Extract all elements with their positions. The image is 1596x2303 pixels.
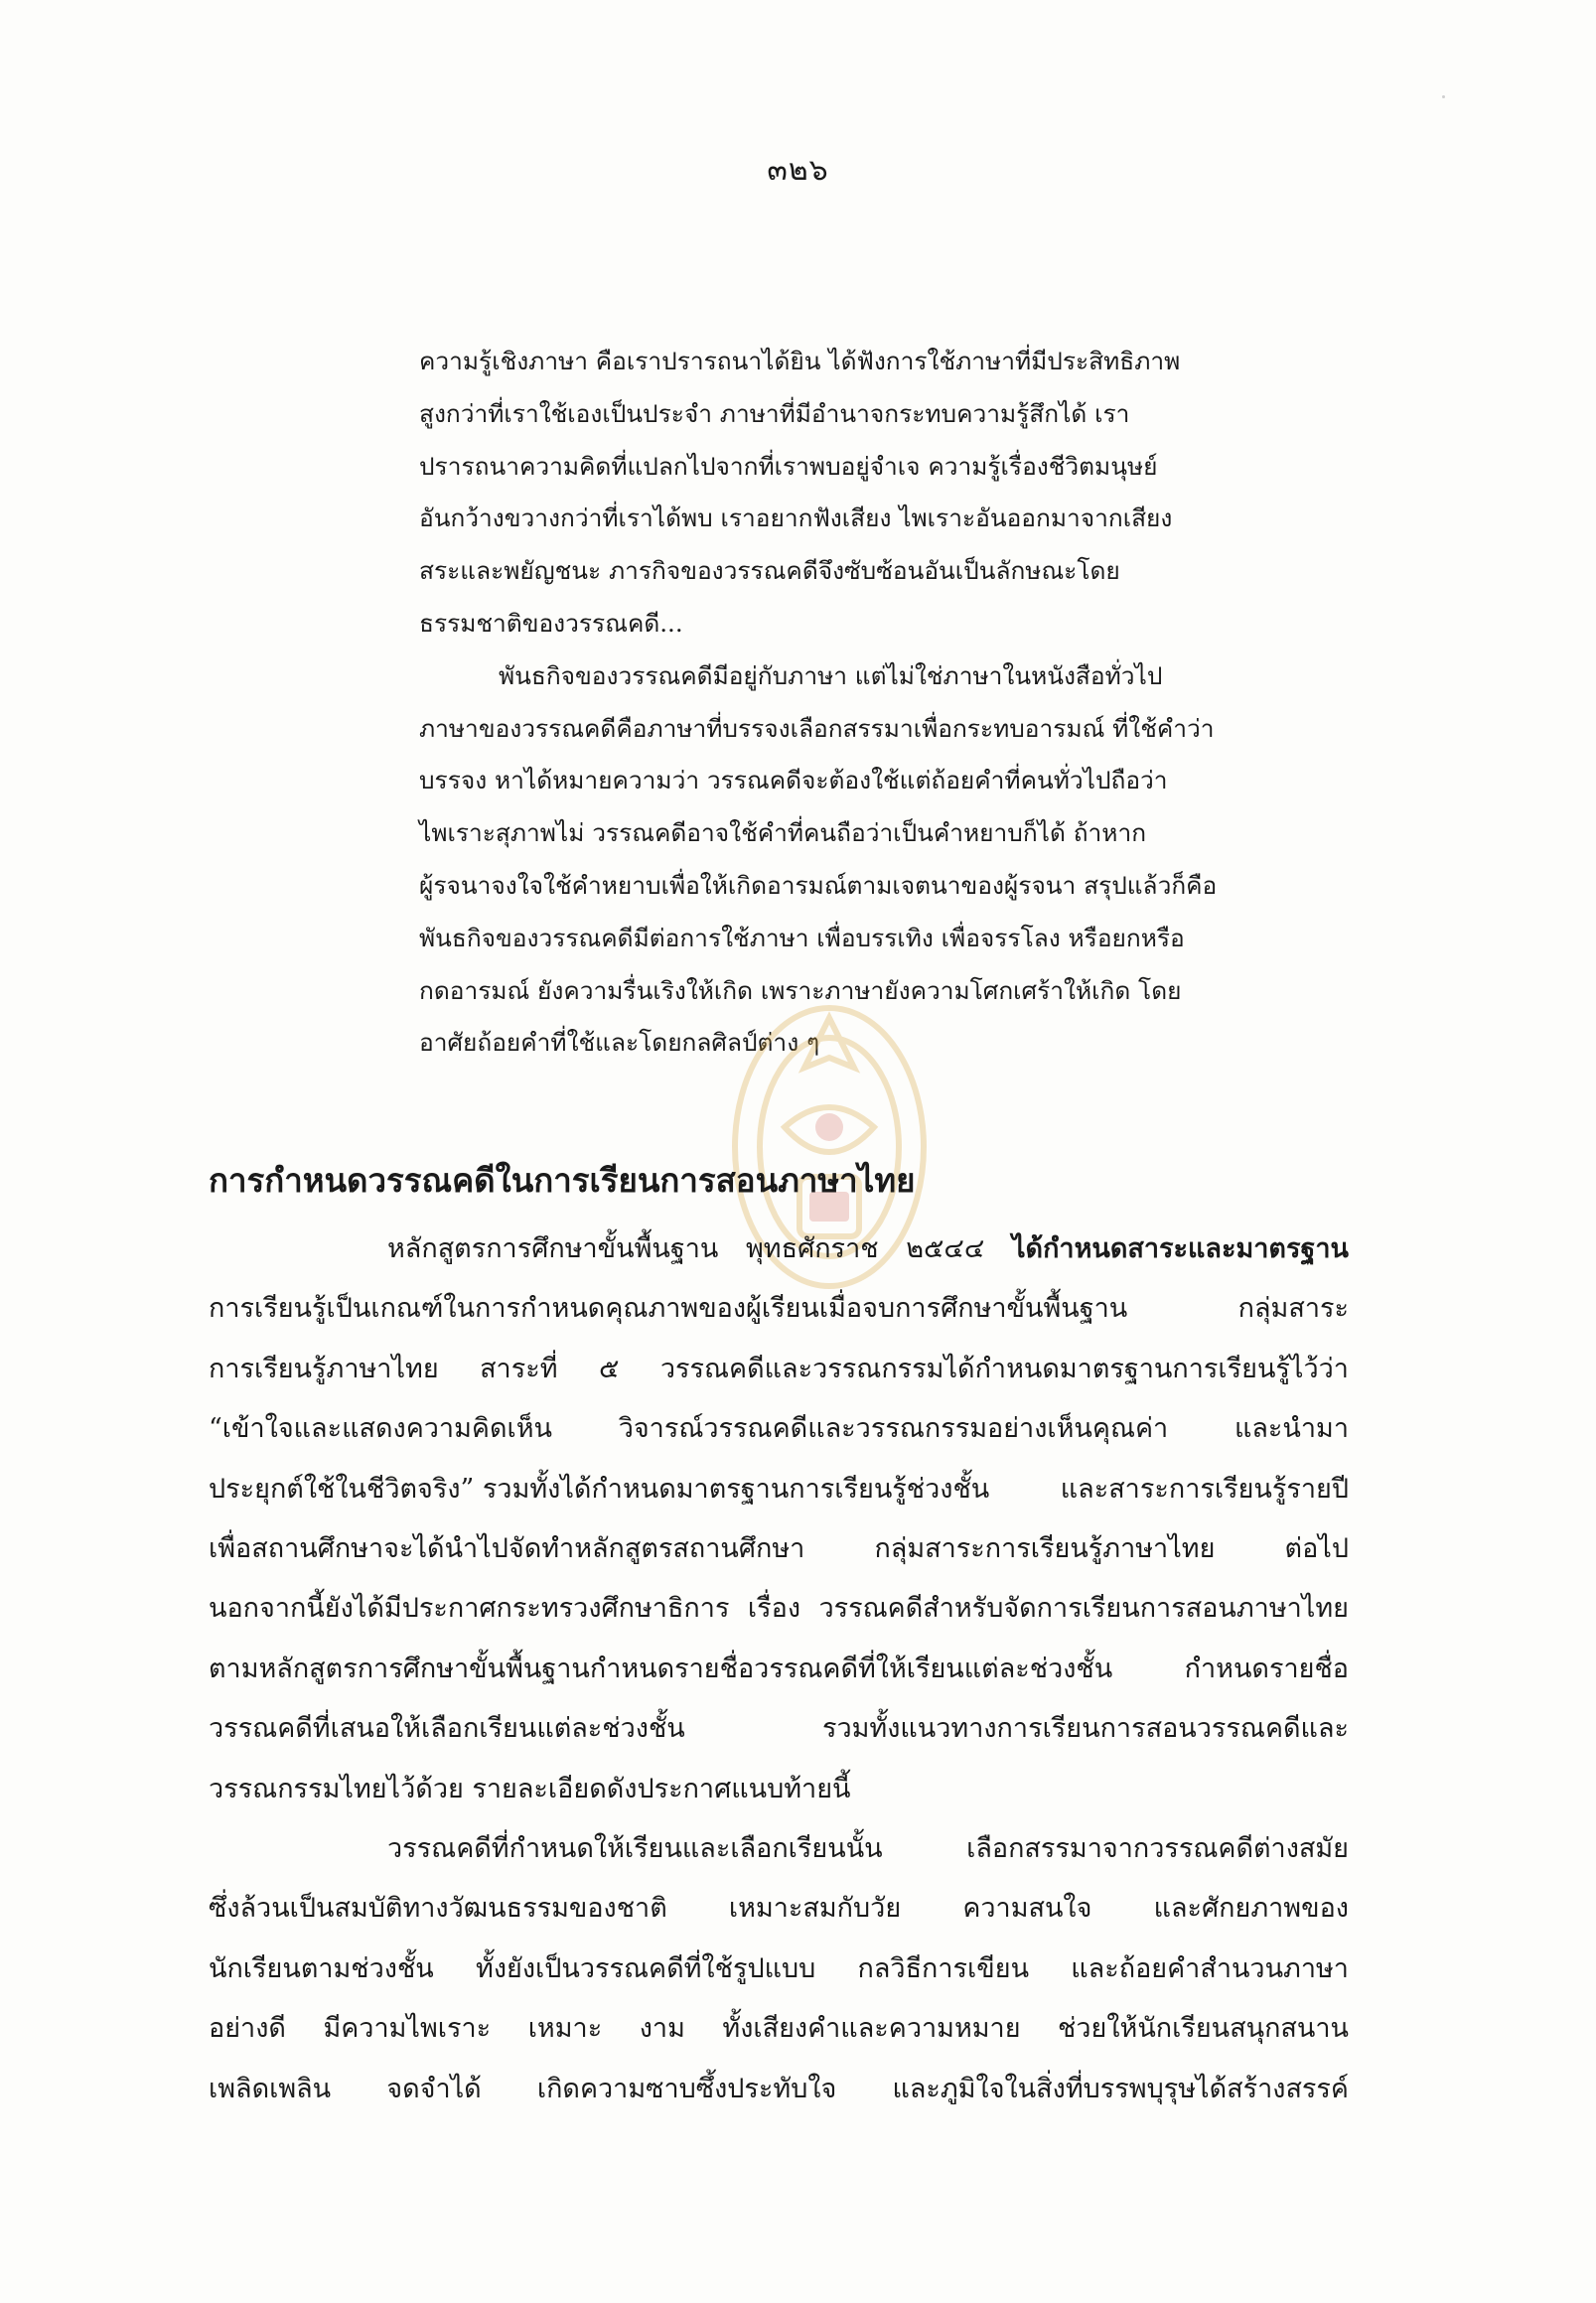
text-segment: กำหนดรายชื่อ <box>1184 1653 1349 1684</box>
text-segment: หลักสูตรการศึกษาขั้นพื้นฐาน <box>387 1233 719 1264</box>
quote-line: ไพเราะสุภาพไม่ วรรณคดีอาจใช้คำที่คนถือว่าเป็นคำหยาบก็ได้ ถ้าหาก <box>419 818 1147 848</box>
text-segment: กลวิธีการเขียน <box>857 1952 1030 1984</box>
paragraph-line <box>209 1699 1349 1759</box>
text-segment: วรรณคดีที่กำหนดให้เรียนและเลือกเรียนนั้น <box>387 1833 883 1865</box>
quote-line: ธรรมชาติของวรรณคดี... <box>419 608 683 638</box>
text-segment: และภูมิใจในสิ่งที่บรรพบุรุษได้สร้างสรรค์ <box>892 2073 1349 2104</box>
text-segment: “เข้าใจและแสดงความคิดเห็น <box>209 1413 552 1445</box>
text-segment: เรื่อง <box>747 1593 801 1625</box>
text-segment: ช่วยให้นักเรียนสนุกสนาน <box>1058 2013 1349 2045</box>
text-segment: และนำมา <box>1233 1413 1349 1445</box>
text-segment: เหมาะสมกับวัย <box>728 1893 902 1925</box>
quote-line: ผู้รจนาจงใจใช้คำหยาบเพื่อให้เกิดอารมณ์ตามเจตนาของผู้รจนา สรุปแล้วก็คือ <box>419 870 1218 900</box>
text-segment: เพื่อสถานศึกษาจะได้นำไปจัดทำหลักสูตรสถานศึกษา <box>209 1533 805 1565</box>
text-segment: ต่อไป <box>1284 1533 1349 1565</box>
text-segment: ประยุกต์ใช้ในชีวิตจริง” รวมทั้งได้กำหนดมาตรฐานการเรียนรู้ช่วงชั้น <box>209 1473 990 1505</box>
text-segment: เพลิดเพลิน <box>209 2073 332 2104</box>
text-segment: อย่างดี <box>209 2013 286 2045</box>
text-segment: นอกจากนี้ยังได้มีประกาศกระทรวงศึกษาธิการ <box>209 1593 730 1625</box>
text-segment: ทั้งเสียงคำและความหมาย <box>722 2013 1021 2045</box>
quote-line: กดอารมณ์ ยังความรื่นเริงให้เกิด เพราะภาษายังความโศกเศร้าให้เกิด โดย <box>419 975 1182 1005</box>
text-segment: วรรณคดีสำหรับจัดการเรียนการสอนภาษาไทย <box>818 1593 1349 1625</box>
quote-line: ภาษาของวรรณคดีคือภาษาที่บรรจงเลือกสรรมาเพื่อกระทบอารมณ์ ที่ใช้คำว่า <box>419 713 1215 743</box>
quote-line: พันธกิจของวรรณคดีมีอยู่กับภาษา แต่ไม่ใช่ภาษาในหนังสือทั่วไป <box>499 660 1163 690</box>
quote-line: สูงกว่าที่เราใช้เองเป็นประจำ ภาษาที่มีอำนาจกระทบความรู้สึกได้ เรา <box>419 398 1130 428</box>
text-segment: สาระที่ <box>480 1353 558 1384</box>
text-segment: วรรณคดีและวรรณกรรมได้กำหนดมาตรฐานการเรียนรู้ไว้ว่า <box>659 1353 1349 1384</box>
paragraph-line <box>209 1879 1349 1939</box>
text-segment: มีความไพเราะ <box>323 2013 492 2045</box>
text-segment: ซึ่งล้วนเป็นสมบัติทางวัฒนธรรมของชาติ <box>209 1893 667 1925</box>
quote-line: อาศัยถ้อยคำที่ใช้และโดยกลศิลป์ต่าง ๆ <box>419 1028 820 1058</box>
paragraph-line <box>209 1279 1349 1339</box>
paragraph-line <box>209 1399 1349 1459</box>
text-segment: วิจารณ์วรรณคดีและวรรณกรรมอย่างเห็นคุณค่า <box>618 1413 1169 1445</box>
text-segment: ทั้งยังเป็นวรรณคดีที่ใช้รูปแบบ <box>476 1952 816 1984</box>
text-segment: ความสนใจ <box>962 1893 1092 1925</box>
text-segment: รวมทั้งแนวทางการเรียนการสอนวรรณคดีและ <box>821 1713 1349 1745</box>
text-segment: ๕ <box>598 1353 620 1384</box>
paragraph-line <box>209 1760 1349 1819</box>
text-segment: งาม <box>639 2013 685 2045</box>
text-segment: และถ้อยคำสำนวนภาษา <box>1071 1952 1349 1984</box>
text-segment: และสาระการเรียนรู้รายปี <box>1060 1473 1349 1505</box>
quote-line: ปรารถนาความคิดที่แปลกไปจากที่เราพบอยู่จำเจ ความรู้เรื่องชีวิตมนุษย์ <box>419 451 1158 481</box>
paragraph-line <box>209 1519 1349 1579</box>
paragraph-line <box>209 1999 1349 2059</box>
page-number: ๓๒๖ <box>767 153 829 188</box>
paragraph-line <box>209 1460 1349 1519</box>
text-segment: นักเรียนตามช่วงชั้น <box>209 1952 434 1984</box>
paragraph-line <box>209 1819 1349 1879</box>
quote-line: สระและพยัญชนะ ภารกิจของวรรณคดีจึงซับซ้อนอันเป็นลักษณะโดย <box>419 556 1120 586</box>
text-segment: การเรียนรู้เป็นเกณฑ์ในการกำหนดคุณภาพของผู้เรียนเมื่อจบการศึกษาขั้นพื้นฐาน <box>209 1293 1128 1325</box>
text-segment: กลุ่มสาระการเรียนรู้ภาษาไทย <box>874 1533 1216 1565</box>
paragraph-line <box>209 1940 1349 1999</box>
scan-speck <box>1442 95 1445 98</box>
text-segment: และศักยภาพของ <box>1153 1893 1349 1925</box>
paragraph-line <box>209 1220 1349 1279</box>
text-segment: เหมาะ <box>527 2013 603 2045</box>
quote-line: อันกว้างขวางกว่าที่เราได้พบ เราอยากฟังเสียง ไพเราะอันออกมาจากเสียง <box>419 504 1173 533</box>
text-segment: กลุ่มสาระ <box>1237 1293 1349 1325</box>
quote-line: ความรู้เชิงภาษา คือเราปรารถนาได้ยิน ได้ฟังการใช้ภาษาที่มีประสิทธิภาพ <box>419 347 1181 375</box>
text-segment: พุทธศักราช <box>746 1233 879 1264</box>
text-segment: เลือกสรรมาจากวรรณคดีต่างสมัย <box>966 1833 1349 1865</box>
text-segment: วรรณคดีที่เสนอให้เลือกเรียนแต่ละช่วงชั้น <box>209 1713 685 1745</box>
paragraph-line <box>209 1340 1349 1399</box>
paragraph-line <box>209 2060 1349 2119</box>
text-segment: ตามหลักสูตรการศึกษาขั้นพื้นฐานกำหนดรายชื่อวรรณคดีที่ให้เรียนแต่ละช่วงชั้น <box>209 1653 1113 1684</box>
text-segment: การเรียนรู้ภาษาไทย <box>209 1353 439 1384</box>
block-quote <box>419 336 1233 1070</box>
text-segment: ๒๕๔๔ <box>906 1233 985 1264</box>
quote-line: บรรจง หาได้หมายความว่า วรรณคดีจะต้องใช้แต่ถ้อยคำที่คนทั่วไปถือว่า <box>419 766 1168 795</box>
text-segment: จดจำได้ <box>386 2073 482 2104</box>
paragraph-line <box>209 1640 1349 1699</box>
text-segment: ได้กำหนดสาระและมาตรฐาน <box>1011 1233 1349 1264</box>
section-heading: การกำหนดวรรณคดีในการเรียนการสอนภาษาไทย <box>209 1161 916 1200</box>
body-text <box>209 1220 1349 2119</box>
paragraph-line <box>209 1579 1349 1639</box>
quote-line: พันธกิจของวรรณคดีมีต่อการใช้ภาษา เพื่อบรรเทิง เพื่อจรรโลง หรือยกหรือ <box>419 923 1185 952</box>
text-segment: เกิดความซาบซึ้งประทับใจ <box>536 2073 837 2104</box>
text-segment: วรรณกรรมไทยไว้ด้วย รายละเอียดดังประกาศแนบท้ายนี้ <box>209 1773 851 1804</box>
